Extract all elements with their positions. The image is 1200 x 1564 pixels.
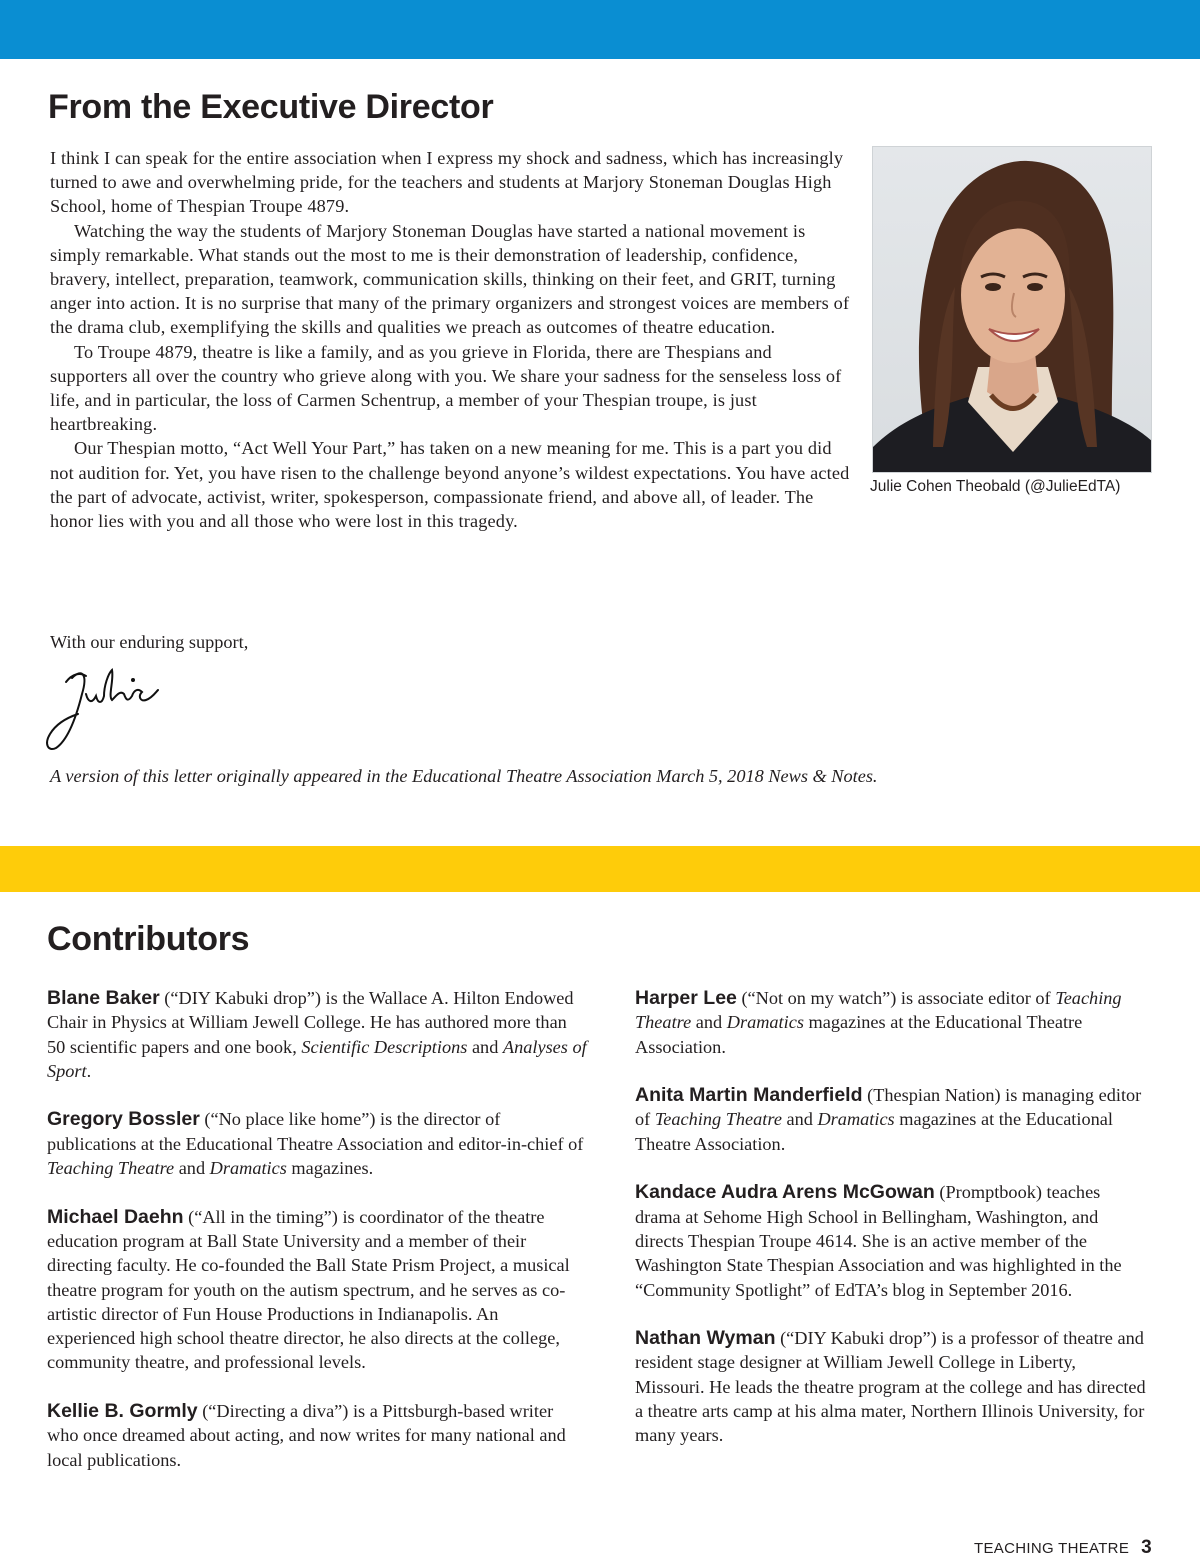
contributor-bio: (“No place like home”) is the director of publications at the Educational Theatre Association and editor-in-chief of	[47, 1109, 584, 1154]
contributor-name: Harper Lee	[635, 987, 737, 1009]
contributor-bio: magazines at the Educational Theatre Association.	[635, 1012, 1083, 1057]
publication-title: Dramatics	[209, 1158, 287, 1179]
contributor-entry	[47, 1107, 587, 1180]
letter-paragraph: To Troupe 4879, theatre is like a family, and as you grieve in Florida, there are Thespians and supporters all over the country who grieve along with you. We share your sadness for the senseless loss of life, and in particular, the loss of Carmen Schentrup, a member of your Thespian troupe, is just heartbreaking.	[50, 341, 842, 435]
contributor-bio: (“Not on my watch”) is associate editor of	[736, 988, 1056, 1008]
contributor-bio: (Promptbook) teaches drama at Sehome High School in Bellingham, Washington, and directs Thespian Troupe 4614. She is an active member of the Washington State Thespian Association and was highlighted in the “Community Spotlight” of EdTA’s blog in September 2016.	[635, 1182, 1122, 1300]
section-title-executive-director: From the Executive Director	[48, 88, 494, 126]
section-title-contributors: Contributors	[47, 920, 250, 958]
contributor-entry	[47, 1205, 587, 1375]
contributor-bio: (“All in the timing”) is coordinator of the theatre education program at Ball State University and a member of their directing faculty. He co-founded the Ball State Prism Project, a musical theatre program for youth on the autism spectrum, and he serves as co-artistic director of Fun House Productions in Indianapolis. An experienced high school theatre director, he also directs at the college, community theatre, and professional levels.	[47, 1206, 570, 1373]
contributor-bio: and	[174, 1158, 210, 1179]
contributor-name: Blane Baker	[47, 987, 160, 1009]
contributor-bio: .	[86, 1060, 92, 1081]
contributor-name: Gregory Bossler	[47, 1108, 200, 1131]
contributor-bio: (“DIY Kabuki drop”) is the Wallace A. Hilton Endowed Chair in Physics at William Jewell College. He has authored more than 50 scientific papers and one book,	[47, 988, 574, 1057]
publication-title: Teaching Theatre	[635, 988, 1122, 1033]
contributor-bio: magazines at the Educational Theatre Association.	[635, 1109, 1113, 1154]
publication-title: Dramatics	[726, 1012, 804, 1033]
publication-title: Scientific Descriptions	[301, 1036, 468, 1057]
contributor-name: Kandace Audra Arens McGowan	[635, 1181, 935, 1204]
handwritten-signature	[42, 660, 167, 755]
contributor-name: Anita Martin Manderfield	[635, 1084, 863, 1107]
contributor-name: Nathan Wyman	[635, 1327, 776, 1350]
contributor-bio: and	[691, 1012, 727, 1033]
contributor-bio: and	[781, 1109, 818, 1130]
letter-paragraph: I think I can speak for the entire association when I express my shock and sadness, which has increasingly turned to awe and overwhelming pride, for the teachers and students at Marjory Stoneman Douglas High School, home of Thespian Troupe 4879.	[50, 148, 844, 217]
publication-name: TEACHING THEATRE	[974, 1540, 1130, 1557]
contributor-entry	[635, 1180, 1150, 1301]
publication-title: Teaching Theatre	[654, 1109, 782, 1130]
page-number: 3	[1141, 1537, 1152, 1558]
letter-paragraph: Watching the way the students of Marjory Stoneman Douglas have started a national movement is simply remarkable. What stands out the most to me is their demonstration of leadership, confidence, bravery, intellect, preparation, teamwork, communication skills, thinking on their feet, and GRIT, turning anger into action. It is no surprise that many of the primary organizers and strongest voices are members of the drama club, exemplifying the skills and qualities we preach as outcomes of theatre education.	[50, 220, 850, 338]
photo-caption: Julie Cohen Theobald (@JulieEdTA)	[870, 478, 1121, 495]
top-color-band	[0, 0, 1200, 59]
letter-paragraph: Our Thespian motto, “Act Well Your Part,” has taken on a new meaning for me. This is a part you did not audition for. Yet, you have risen to the challenge beyond anyone’s wildest expectations. You have acted the part of advocate, activist, writer, spokesperson, compassionate friend, and above all, of leader. The honor lies with you and all those who were lost in this tragedy.	[50, 438, 850, 532]
letter-source-note: A version of this letter originally appeared in the Educational Theatre Association March 5, 2018 News & Notes.	[50, 766, 878, 786]
contributors-right-column	[635, 986, 1150, 1472]
contributor-entry	[635, 1326, 1150, 1447]
letter-body	[50, 146, 850, 533]
contributors-left-column	[47, 986, 587, 1496]
contributor-entry	[47, 1399, 587, 1472]
publication-title: Teaching Theatre	[47, 1158, 175, 1179]
contributor-name: Kellie B. Gormly	[47, 1400, 198, 1423]
contributor-bio: (“Directing a diva”) is a Pittsburgh-based writer who once dreamed about acting, and now writes for many national and local publications.	[47, 1401, 566, 1470]
contributor-bio: magazines.	[286, 1158, 374, 1179]
portrait-photo	[872, 146, 1152, 473]
contributor-bio: and	[467, 1036, 503, 1057]
section-divider-band	[0, 846, 1200, 892]
contributor-bio: (Thespian Nation) is managing editor of	[635, 1085, 1142, 1130]
contributor-bio: (“DIY Kabuki drop”) is a professor of theatre and resident stage designer at William Jewell College in Liberty, Missouri. He leads the theatre program at the college and has directed a theatre arts camp at his alma mater, Northern Illinois University, for many years.	[635, 1328, 1146, 1446]
contributor-entry	[47, 986, 587, 1083]
contributor-entry	[635, 1083, 1150, 1156]
letter-closing: With our enduring support,	[50, 632, 249, 652]
publication-title: Dramatics	[817, 1109, 895, 1130]
contributor-name: Michael Daehn	[47, 1205, 184, 1228]
portrait-illustration	[873, 147, 1152, 473]
contributor-entry	[635, 986, 1150, 1059]
publication-title: Analyses of Sport	[47, 1036, 587, 1081]
page-footer	[974, 1537, 1152, 1559]
